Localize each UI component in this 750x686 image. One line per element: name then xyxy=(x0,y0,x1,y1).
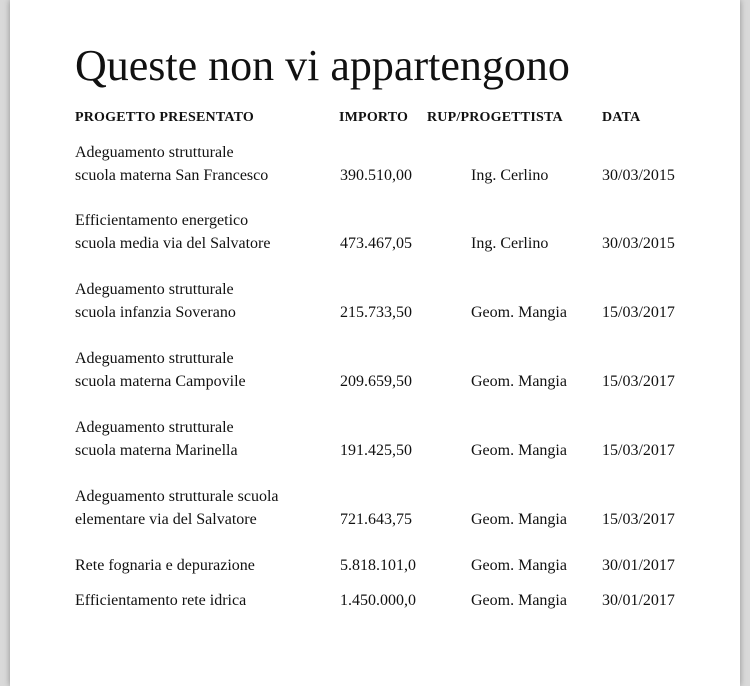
date-cell: 15/03/2017 xyxy=(602,304,675,321)
date-cell: 30/01/2017 xyxy=(602,557,675,574)
amount-cell: 721.643,75 xyxy=(340,511,412,528)
amount-cell: 191.425,50 xyxy=(340,442,412,459)
description-line: elementare via del Salvatore xyxy=(75,511,257,528)
amount-cell: 209.659,50 xyxy=(340,373,412,390)
description-line: Adeguamento strutturale xyxy=(75,144,234,161)
rup-cell: Geom. Mangia xyxy=(471,557,567,574)
project-description xyxy=(75,278,236,324)
rup-cell: Geom. Mangia xyxy=(471,304,567,321)
rup-cell: Geom. Mangia xyxy=(471,442,567,459)
date-cell: 30/03/2015 xyxy=(602,167,675,184)
column-header-rup: RUP/PROGETTISTA xyxy=(427,110,563,125)
column-header-importo: IMPORTO xyxy=(339,110,409,125)
description-line: Adeguamento strutturale xyxy=(75,350,234,367)
description-line: Adeguamento strutturale scuola xyxy=(75,488,279,505)
project-description xyxy=(75,141,268,187)
project-description xyxy=(75,485,279,531)
description-line: scuola media via del Salvatore xyxy=(75,235,271,252)
amount-cell: 5.818.101,0 xyxy=(340,557,416,574)
page-title: Queste non vi appartengono xyxy=(75,41,570,90)
date-cell: 15/03/2017 xyxy=(602,511,675,528)
date-cell: 30/03/2015 xyxy=(602,235,675,252)
date-cell: 15/03/2017 xyxy=(602,373,675,390)
amount-cell: 473.467,05 xyxy=(340,235,412,252)
amount-cell: 1.450.000,0 xyxy=(340,592,416,609)
description-line: scuola materna Campovile xyxy=(75,373,246,390)
rup-cell: Geom. Mangia xyxy=(471,511,567,528)
description-line: Efficientamento energetico xyxy=(75,212,249,229)
description-line: Efficientamento rete idrica xyxy=(75,592,247,609)
rup-cell: Ing. Cerlino xyxy=(471,235,549,252)
project-description xyxy=(75,347,246,393)
document-page xyxy=(10,0,740,686)
project-description xyxy=(75,209,270,255)
description-line: scuola infanzia Soverano xyxy=(75,304,236,321)
project-description xyxy=(75,554,255,577)
column-header-progetto: PROGETTO PRESENTATO xyxy=(75,110,254,125)
description-line: Adeguamento strutturale xyxy=(75,419,234,436)
column-header-data: DATA xyxy=(602,110,641,125)
rup-cell: Geom. Mangia xyxy=(471,592,567,609)
description-line: scuola materna San Francesco xyxy=(75,167,269,184)
description-line: Rete fognaria e depurazione xyxy=(75,557,255,574)
date-cell: 15/03/2017 xyxy=(602,442,675,459)
description-line: Adeguamento strutturale xyxy=(75,281,234,298)
rup-cell: Geom. Mangia xyxy=(471,373,567,390)
project-description xyxy=(75,416,238,462)
project-description xyxy=(75,589,246,612)
amount-cell: 390.510,00 xyxy=(340,167,412,184)
date-cell: 30/01/2017 xyxy=(602,592,675,609)
description-line: scuola materna Marinella xyxy=(75,442,238,459)
amount-cell: 215.733,50 xyxy=(340,304,412,321)
rup-cell: Ing. Cerlino xyxy=(471,167,549,184)
